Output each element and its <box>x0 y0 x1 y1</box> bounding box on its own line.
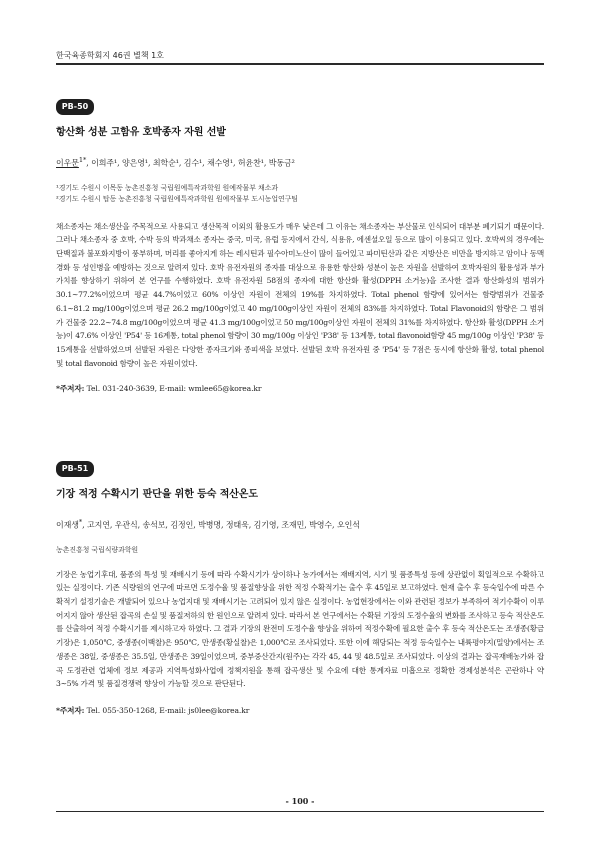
presenting-author-mark: 1* <box>78 156 87 164</box>
author-list <box>56 518 544 531</box>
contact-label: *주저자: <box>56 384 85 394</box>
abstract-pb-51 <box>56 456 544 716</box>
abstract-pb-50 <box>56 94 544 394</box>
abstract-title: 항산화 성분 고함유 호박종자 자원 선발 <box>56 127 226 138</box>
co-authors: , 고지연, 우관식, 송석보, 김정인, 박병명, 정태욱, 김기영, 조재민, 박영수, 오인석 <box>82 520 360 530</box>
abstract-body: 기장은 농업기후대, 품종의 특성 및 재배시기 등에 따라 수확시기가 상이하나 농가에서는 재배지역, 시기 및 품종특성 등에 상관없이 획일적으로 수확하고 있는 실정이다. 기존 식량원의 연구에 따르면 도정수율 및 품질향상을 위한 적정 수확적기는 출수 후 45일로 보고하였다. 현재 출수 후 등숙일수에 따른 수확적기 설정기술은 개발되어 있으나 농업지대 및 재배시기는 고려되어 있지 않은 실정이다. 농업현장에서는 이와 관련된 정보가 부족하여 적기수확이 이루어지지 않아 생산된 잡곡의 손실 및 품질저하의 한 원인으로 알려져 있다. 따라서 본 연구에서는 수확된 기장의 도정수율의 변화를 조사하고 등숙 적산온도를 산출하여 적정 수확시기를 제시하고자 하였다. 그 결과 기장의 완전미 도정수율 향상을 위하여 적정수확에 필요한 출수 후 등숙 적산온도는 조생종(황금기장)은 1,050℃, 중생종(이백찰)은 950℃, 만생종(황실찰)은 1,000℃로 조사되었다. 또한 이에 해당되는 적정 등숙일수는 내륙평야지(밀양)에서는 조생종은 38일, 중생종은 35.5일, 만생종은 39일이었으며, 중부중산간지(원주)는 각각 45, 44 및 48.5일로 조사되었다. 이상의 결과는 잡곡재배농가와 잡곡 도정관련 업체에 정보 제공과 지역특성화사업에 정책지원을 통해 잡곡생산 및 수요에 대한 통계자료 미흡으로 정확한 경제성분석은 곤란하나 약 3∼5% 가격 및 품질경쟁력 향상이 가능할 것으로 판단된다. <box>56 569 544 689</box>
affiliations <box>56 183 544 205</box>
contact-details: Tel. 031-240-3639, E-mail: wmlee65@korea.kr <box>86 384 262 394</box>
presenting-author: 이재생 <box>56 520 79 530</box>
co-authors: , 이희주¹, 양은영¹, 최학순¹, 김수¹, 채수영¹, 허윤찬¹, 박동금² <box>86 158 295 168</box>
presenting-author-mark: * <box>78 518 83 526</box>
page-number: - 100 - <box>285 796 315 806</box>
affiliation-2: ²경기도 수원시 탑동 농촌진흥청 국립원예특작과학원 원예작물부 도시농업연구팀 <box>56 194 298 203</box>
header-rule <box>56 63 544 65</box>
footer-rule <box>56 811 544 812</box>
abstract-id-badge: PB-51 <box>56 461 94 477</box>
abstract-body: 채소종자는 채소생산을 주목적으로 사용되고 생산목적 이외의 활용도가 매우 낮은데 그 이유는 채소종자는 부산물로 인식되어 대부분 폐기되기 때문이다. 그러나 채소종자 중 호박, 수박 등의 박과채소 종자는 중국, 미국, 유럽 등지에서 간식, 식용유, 에센셜오일 등으로 많이 이용되고 있다. 호박씨의 경우에는 단백질과 불포화지방이 풍부하며, 머리를 좋아지게 하는 레시틴과 필수아미노산이 많이 들어있고 파미틴산과 같은 지방산은 비만을 방지하고 암이나 동맥경화 등 성인병을 예방하는 것으로 알려져 있다. 호박 유전자원의 종자를 대상으로 유용한 항산화 성분이 높은 자원을 선발하여 호박자원의 활용성과 부가가치를 향상하기 위하여 본 연구를 수행하였다. 호박 유전자원 58점의 종자에 대한 항산화 활성(DPPH 소거능)을 조사한 결과 항산화성의 범위가 30.1∼77.2%이었으며 평균 44.7%이었고 60% 이상인 자원이 전체의 19%를 차지하였다. Total phenol 함량에 있어서는 함량범위가 건물중 6.1∼81.2 mg/100g이었으며 평균 26.2 mg/100g이었고 40 mg/100g이상인 자원이 전체의 83%를 차지하였다. Total Flavonoid의 함량은 그 범위가 건물중 22.2∼74.8 mg/100g이었으며 평균 41.3 mg/100g이었고 50 mg/100g이상인 자원이 전체의 31%를 차지하였다. 항산화 활성(DPPH 소거능)이 47.6% 이상인 'P54' 등 16계통, total phenol 함량이 30 mg/100g 이상인 'P38' 등 13계통, total flavonoid함량 45 mg/100g 이상인 'P38' 등 15계통을 선발하였으며 선발된 자원은 다양한 종자크기와 종피색을 보였다. 선발된 호박 유전자원 중 'P54' 등 7점은 동시에 항산화 활성, total phenol 및 total flavonoid 함량이 높은 자원이었다. <box>56 221 544 368</box>
corresponding-author <box>56 383 544 394</box>
affiliation-1: 농촌진흥청 국립식량과학원 <box>56 545 139 554</box>
presenting-author: 이우문 <box>56 158 79 168</box>
contact-details: Tel. 055-350-1268, E-mail: js0lee@korea.kr <box>86 705 250 715</box>
affiliation-1: ¹경기도 수원시 이목동 농촌진흥청 국립원예특작과학원 원예작물부 채소과 <box>56 183 278 192</box>
corresponding-author <box>56 705 544 716</box>
abstract-id-badge: PB-50 <box>56 99 94 115</box>
abstract-title: 기장 적정 수확시기 판단을 위한 등숙 적산온도 <box>56 489 258 500</box>
author-list <box>56 156 544 169</box>
affiliations <box>56 545 544 556</box>
running-header: 한국육종학회지 46권 별책 1호 <box>56 51 164 60</box>
contact-label: *주저자: <box>56 705 85 715</box>
